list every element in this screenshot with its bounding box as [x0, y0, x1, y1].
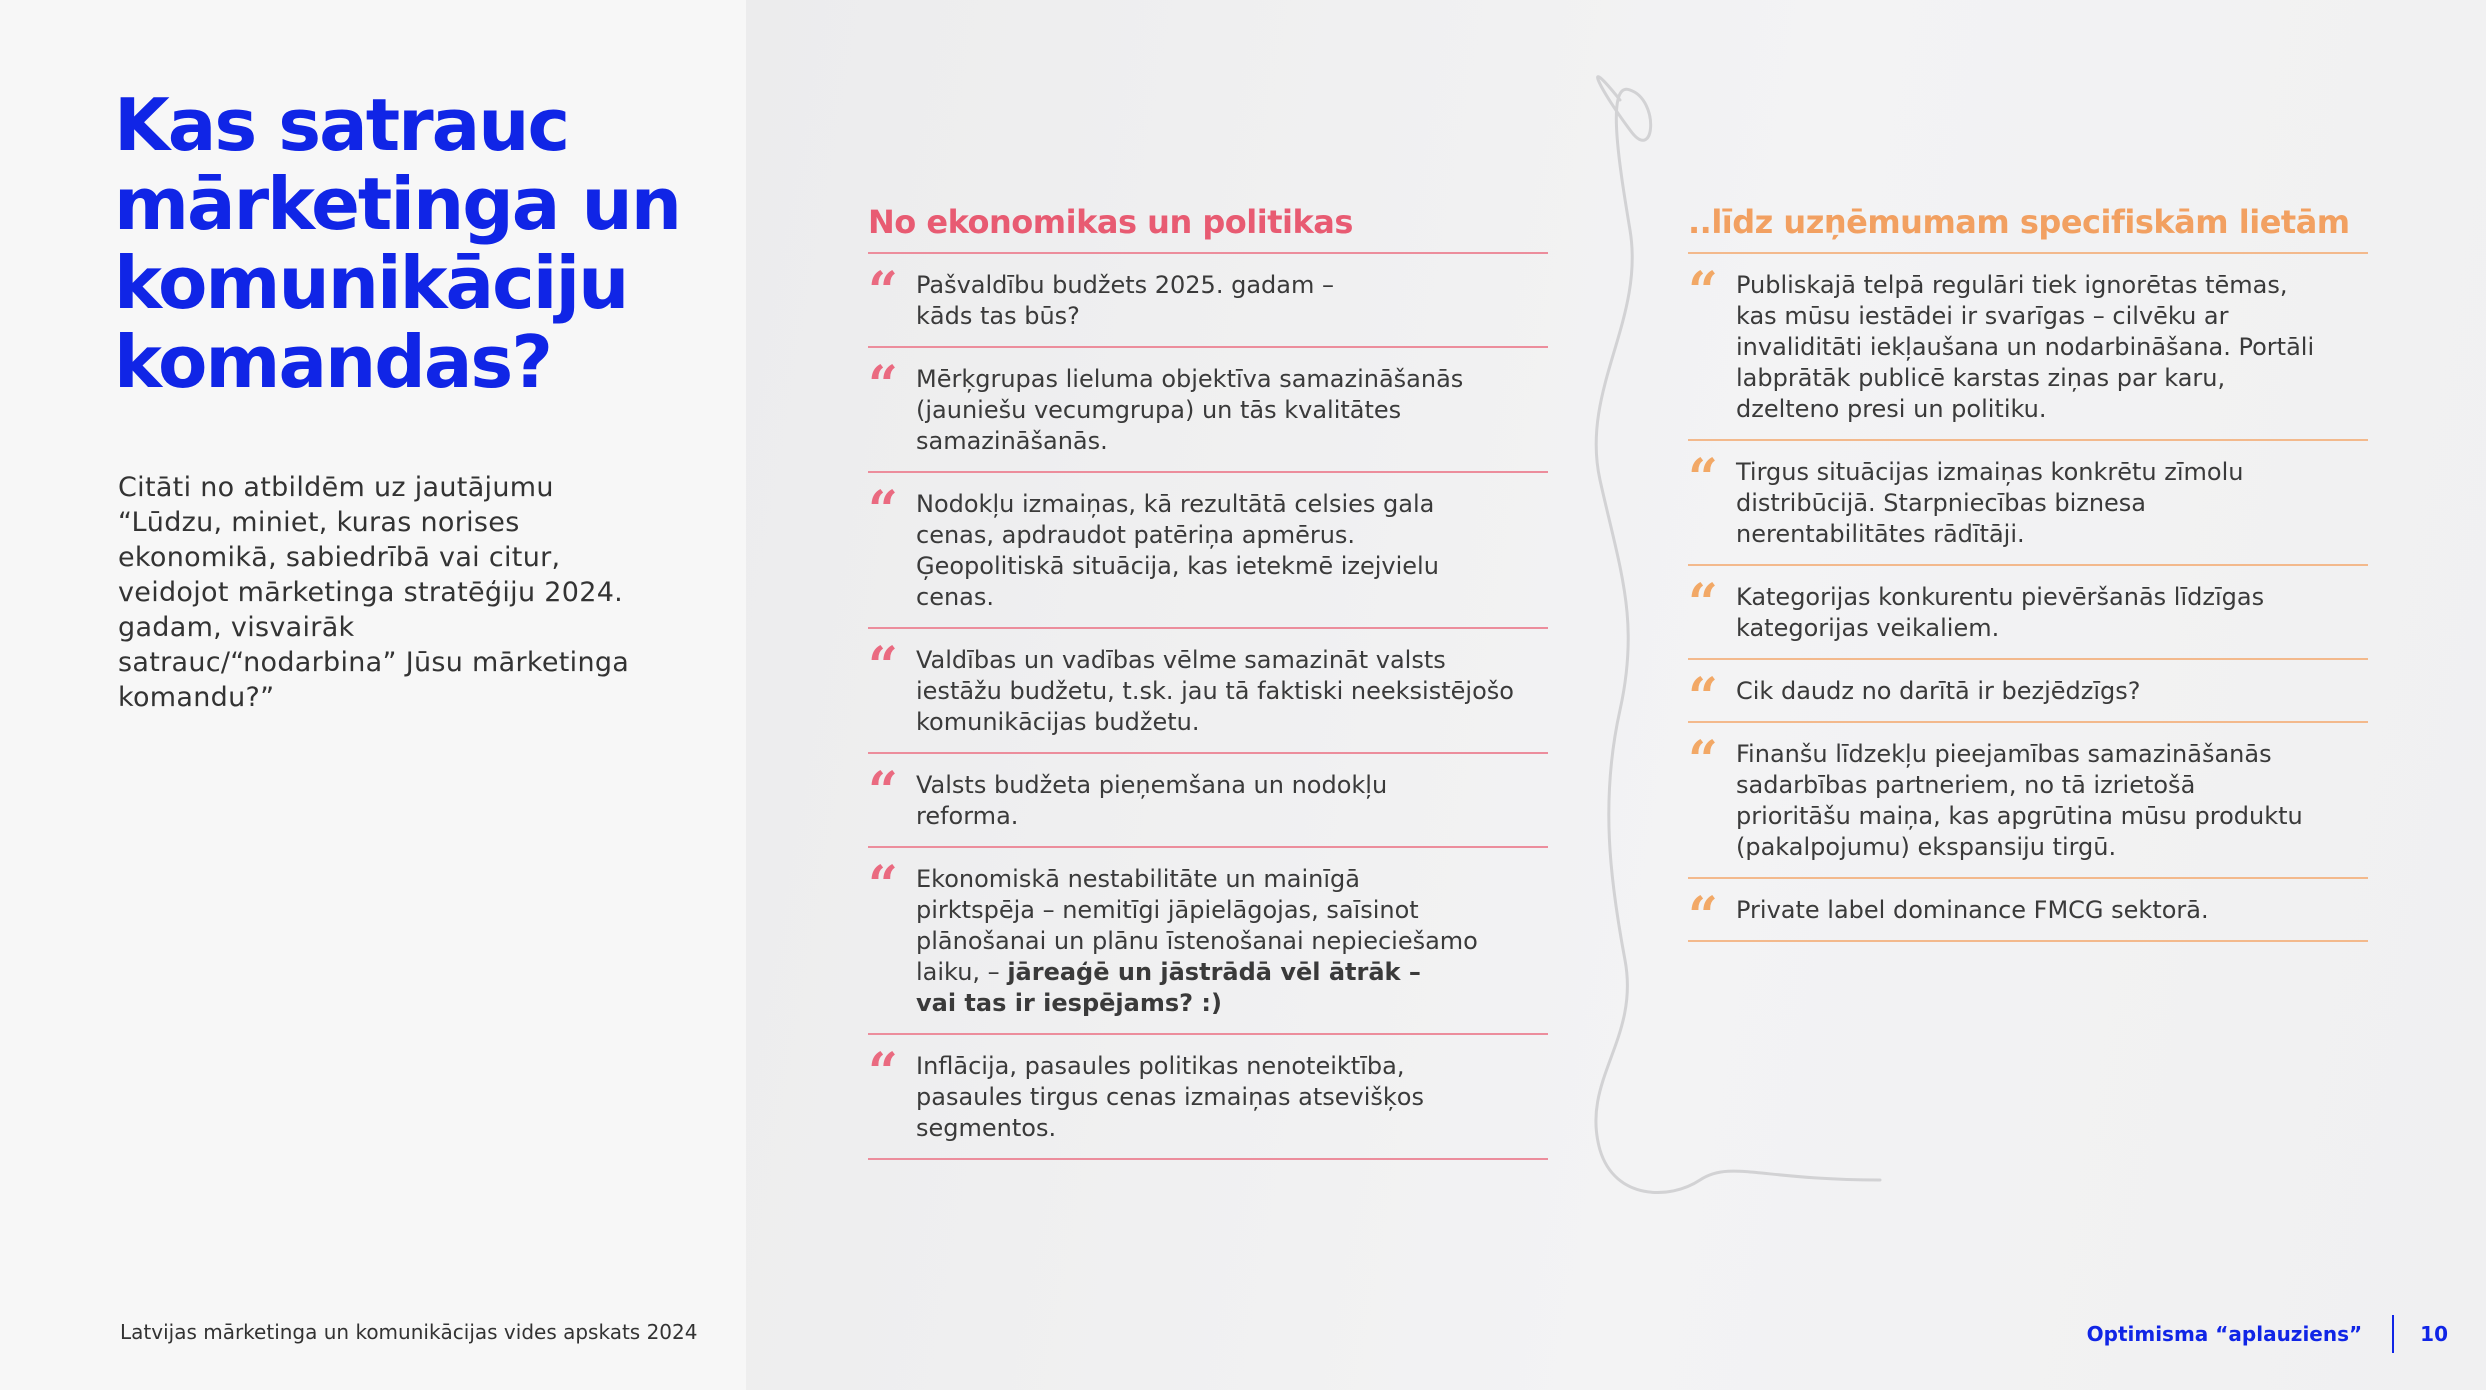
- footer-tagline: Optimisma “aplauziens”: [2086, 1322, 2363, 1346]
- quote-icon: “: [1688, 448, 1712, 509]
- quote-text: Private label dominance FMCG sektorā.: [1736, 896, 2209, 924]
- footer-right: [2087, 1312, 2448, 1356]
- quote-icon: “: [868, 480, 892, 541]
- right-column: [1688, 198, 2368, 947]
- quote-icon: “: [1688, 667, 1712, 728]
- quote-text: Kategorijas konkurentu pievēršanās līdzīgas kategorijas veikaliem.: [1736, 583, 2265, 642]
- quote-item: [1688, 254, 2368, 441]
- page-title: Kas satrauc mārketinga un komunikāciju komandas?: [114, 83, 680, 404]
- quote-icon: “: [868, 355, 892, 416]
- left-column-heading: No ekonomikas un politikas: [868, 198, 1548, 254]
- quote-item: [868, 473, 1548, 629]
- quote-icon: “: [1688, 573, 1712, 634]
- quote-text: Mērķgrupas lieluma objektīva samazināšanās (jauniešu vecumgrupa) un tās kvalitātes samazināšanās.: [916, 365, 1464, 455]
- quote-text: Ekonomiskā nestabilitāte un mainīgā pirktspēja – nemitīgi jāpielāgojas, saīsinot plānošanai un plānu īstenošanai nepieciešamo laiku, –: [916, 865, 1478, 986]
- quote-icon: “: [868, 855, 892, 916]
- quote-item: [1688, 660, 2368, 728]
- quote-emphasis: jāreaģē un jāstrādā vēl ātrāk – vai tas ir iespējams? :): [916, 958, 1421, 1017]
- footer-source: Latvijas mārketinga un komunikācijas vides apskats 2024: [120, 1320, 698, 1344]
- quote-item: [1688, 566, 2368, 660]
- quote-text: Cik daudz no darītā ir bezjēdzīgs?: [1736, 677, 2141, 705]
- quote-icon: “: [868, 261, 892, 322]
- quote-icon: “: [1688, 261, 1712, 322]
- quote-text: Valdības un vadības vēlme samazināt valsts iestāžu budžetu, t.sk. jau tā faktiski neeksistējošo komunikācijas budžetu.: [916, 646, 1514, 736]
- quote-text: Publiskajā telpā regulāri tiek ignorētas tēmas, kas mūsu iestādei ir svarīgas – cilvēku ar invaliditāti iekļaušana un nodarbināšana. Portāli labprātāk publicē karstas ziņas par karu, dzelteno presi un politiku.: [1736, 271, 2315, 423]
- page-number: 10: [2420, 1322, 2448, 1346]
- quote-item: [868, 754, 1548, 848]
- quote-item: [868, 254, 1548, 348]
- left-column: [868, 198, 1548, 1160]
- quote-item: [1688, 879, 2368, 947]
- quote-text: Nodokļu izmaiņas, kā rezultātā celsies gala cenas, apdraudot patēriņa apmērus. Ģeopolitiskā situācija, kas ietekmē izejvielu cenas.: [916, 490, 1439, 611]
- quote-text: Finanšu līdzekļu pieejamības samazināšanās sadarbības partneriem, no tā izrietošā prioritāšu maiņa, kas apgrūtina mūsu produktu (pakalpojumu) ekspansiju tirgū.: [1736, 740, 2303, 861]
- quote-icon: “: [868, 636, 892, 697]
- quote-icon: “: [1688, 730, 1712, 791]
- right-column-heading: ..līdz uzņēmumam specifiskām lietām: [1688, 198, 2368, 254]
- quote-item: [1688, 723, 2368, 879]
- quote-item: [868, 348, 1548, 473]
- quote-item: [868, 848, 1548, 1035]
- quote-text: Pašvaldību budžets 2025. gadam – kāds tas būs?: [916, 271, 1334, 330]
- intro-text: Citāti no atbildēm uz jautājumu “Lūdzu, miniet, kuras norises ekonomikā, sabiedrībā vai citur, veidojot mārketinga stratēģiju 2024. gadam, visvairāk satrauc/“nodarbina” Jūsu mārketinga komandu?”: [118, 472, 630, 713]
- quote-item: [868, 629, 1548, 754]
- quote-item: [868, 1035, 1548, 1160]
- footer-divider: [2392, 1315, 2394, 1353]
- quote-icon: “: [868, 1042, 892, 1103]
- quote-text: Tirgus situācijas izmaiņas konkrētu zīmolu distribūcijā. Starpniecības biznesa nerentabilitātes rādītāji.: [1736, 458, 2244, 548]
- quote-text: Inflācija, pasaules politikas nenoteiktība, pasaules tirgus cenas izmaiņas atsevišķos segmentos.: [916, 1052, 1424, 1142]
- quote-text: Valsts budžeta pieņemšana un nodokļu reforma.: [916, 771, 1388, 830]
- quote-icon: “: [868, 761, 892, 822]
- quote-icon: “: [1688, 886, 1712, 947]
- quote-item: [1688, 441, 2368, 566]
